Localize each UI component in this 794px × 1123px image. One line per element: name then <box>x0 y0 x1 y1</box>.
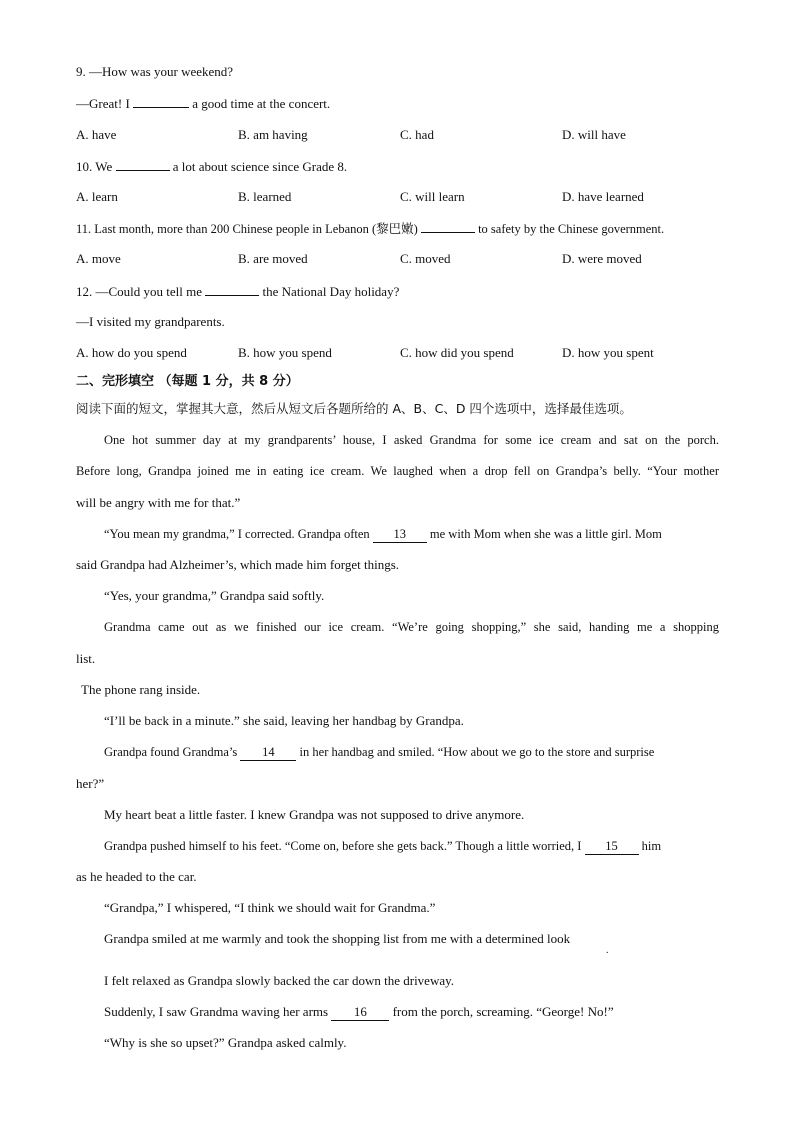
passage-line-blank-13 <box>104 525 662 543</box>
option-c[interactable]: C. had <box>400 127 434 142</box>
option-a[interactable]: A. learn <box>76 189 118 204</box>
passage-line-blank-16 <box>104 1003 614 1021</box>
passage-line: list. <box>76 651 96 666</box>
option-a[interactable]: A. have <box>76 127 117 142</box>
passage-line: “I’ll be back in a minute.” she said, leaving her handbag by Grandpa. <box>104 713 464 728</box>
passage-text: from the porch, screaming. “George! No!” <box>392 1004 614 1019</box>
question-9-stem <box>76 63 233 81</box>
stray-mark: . <box>606 945 609 956</box>
option-c[interactable]: C. moved <box>400 251 451 266</box>
question-12-text-c: —I visited my grandparents. <box>76 314 225 329</box>
question-10-text-b: a lot about science since Grade 8. <box>172 159 348 174</box>
option-d[interactable]: D. were moved <box>562 251 642 266</box>
section-title: 二、完形填空 （每题 1 分，共 8 分） <box>76 374 299 389</box>
passage-line: The phone rang inside. <box>81 682 201 697</box>
passage-text: Grandpa found Grandma’s <box>104 745 238 759</box>
cloze-blank-16[interactable]: 16 <box>331 1004 389 1021</box>
question-10-text-a: 10. We <box>76 159 113 174</box>
question-12-options <box>76 344 720 362</box>
passage-text: “You mean my grandma,” I corrected. Grandpa often <box>104 527 370 541</box>
passage-line: One hot summer day at my grandparents’ house, I asked Grandma for some ice cream and sat on the porch. <box>104 433 719 447</box>
question-9-reply-b: a good time at the concert. <box>192 96 331 111</box>
question-11-options <box>76 250 720 268</box>
passage-text: me with Mom when she was a little girl. Mom <box>429 527 662 541</box>
passage-line: “Yes, your grandma,” Grandpa said softly. <box>104 588 325 603</box>
option-b[interactable]: B. am having <box>238 127 308 142</box>
passage-line: Grandma came out as we finished our ice cream. “We’re going shopping,” she said, handing me a shopping <box>104 620 719 634</box>
option-d[interactable]: D. how you spent <box>562 345 654 360</box>
section-instruction: 阅读下面的短文，掌握其大意，然后从短文后各题所给的 A、B、C、D 四个选项中，选择最佳选项。 <box>76 401 632 416</box>
option-a[interactable]: A. how do you spend <box>76 345 187 360</box>
option-c[interactable]: C. will learn <box>400 189 465 204</box>
question-12-stem <box>76 282 399 301</box>
question-11-text-a: 11. Last month, more than 200 Chinese people in Lebanon (黎巴嫩) <box>76 222 418 236</box>
passage-line: said Grandpa had Alzheimer’s, which made him forget things. <box>76 557 400 572</box>
question-9-reply-a: —Great! I <box>76 96 130 111</box>
question-12-text-a: 12. —Could you tell me <box>76 284 203 299</box>
passage-text: him <box>641 839 662 853</box>
question-10-options <box>76 188 720 206</box>
option-b[interactable]: B. learned <box>238 189 292 204</box>
question-10-stem <box>76 157 347 176</box>
answer-blank[interactable] <box>116 157 170 171</box>
question-11-text-b: to safety by the Chinese government. <box>478 222 665 236</box>
passage-line: My heart beat a little faster. I knew Grandpa was not supposed to drive anymore. <box>104 807 525 822</box>
cloze-blank-15[interactable]: 15 <box>585 838 639 855</box>
option-c[interactable]: C. how did you spend <box>400 345 514 360</box>
question-12-text-b: the National Day holiday? <box>262 284 400 299</box>
option-d[interactable]: D. will have <box>562 127 626 142</box>
question-9-text: 9. —How was your weekend? <box>76 64 234 79</box>
passage-line-blank-15 <box>104 837 661 855</box>
passage-text: in her handbag and smiled. “How about we go to the store and surprise <box>299 745 655 759</box>
passage-line: Before long, Grandpa joined me in eating ice cream. We laughed when a drop fell on Grandpa’s belly. “Your mother <box>76 464 719 478</box>
passage-line: will be angry with me for that.” <box>76 495 241 510</box>
option-a[interactable]: A. move <box>76 251 121 266</box>
passage-text: Grandpa pushed himself to his feet. “Come on, before she gets back.” Though a little worried, I <box>104 839 582 853</box>
option-b[interactable]: B. how you spend <box>238 345 332 360</box>
answer-blank[interactable] <box>133 94 189 108</box>
question-9-reply <box>76 94 330 113</box>
passage-text: Suddenly, I saw Grandma waving her arms <box>104 1004 329 1019</box>
passage-line: “Why is she so upset?” Grandpa asked calmly. <box>104 1035 347 1050</box>
question-12-reply <box>76 313 225 331</box>
cloze-blank-14[interactable]: 14 <box>240 744 296 761</box>
answer-blank[interactable] <box>205 282 259 296</box>
passage-line: as he headed to the car. <box>76 869 197 884</box>
passage-line: I felt relaxed as Grandpa slowly backed the car down the driveway. <box>104 973 455 988</box>
passage-line: her?” <box>76 776 105 791</box>
passage-line-blank-14 <box>104 743 654 761</box>
option-d[interactable]: D. have learned <box>562 189 644 204</box>
cloze-blank-13[interactable]: 13 <box>373 526 427 543</box>
passage-line: “Grandpa,” I whispered, “I think we should wait for Grandma.” <box>104 900 436 915</box>
option-b[interactable]: B. are moved <box>238 251 308 266</box>
passage-line: Grandpa smiled at me warmly and took the shopping list from me with a determined look <box>104 931 571 946</box>
question-11-stem <box>76 219 664 238</box>
question-9-options <box>76 126 720 144</box>
answer-blank[interactable] <box>421 219 475 233</box>
